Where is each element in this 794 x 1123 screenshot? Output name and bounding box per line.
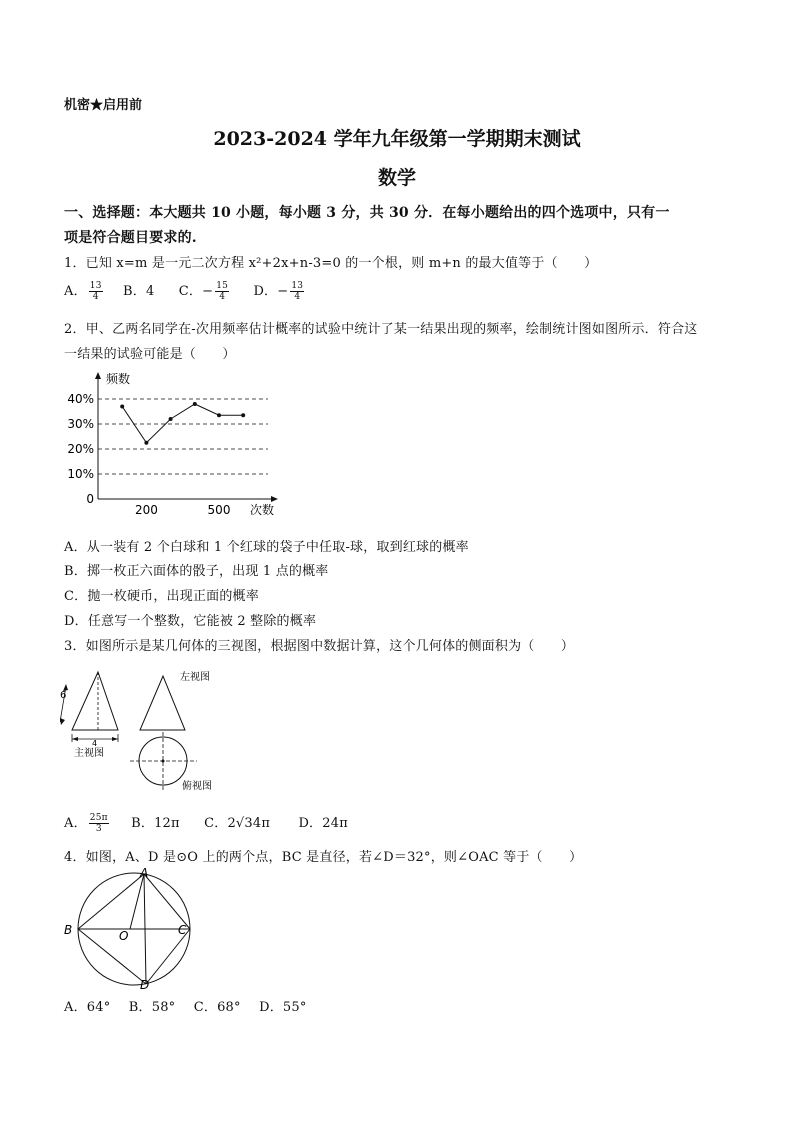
series-points [120, 402, 245, 445]
q1-option-b: B．4 [123, 284, 155, 299]
y-tick-labels [67, 392, 94, 506]
confidential-label: 机密★启用前 [64, 98, 143, 113]
point-o-label: O [119, 929, 129, 943]
section-heading-line2: 项是符合题目要求的. [64, 230, 197, 246]
base-dimension: 4 [92, 739, 98, 748]
q2-option-a: A．从一装有 2 个白球和 1 个红球的袋子中任取-球，取到红球的概率 [64, 540, 469, 555]
data-point [241, 413, 245, 417]
y-axis-arrow [95, 372, 101, 379]
slant-dimension: 6 [60, 690, 67, 701]
q3-options [64, 812, 348, 834]
q2-stem-line1: 2．甲、乙两名同学在-次用频率估计概率的试验中统计了某一结果出现的频率，绘制统计图如图所示．符合这 [64, 322, 698, 337]
point-c-label: C [178, 923, 187, 937]
y-tick-label: 40% [67, 392, 94, 406]
q1-option-a: A． $\frac{13}{4}$ [64, 281, 102, 302]
three-view-figure [60, 664, 230, 796]
section-heading-line1: 一、选择题：本大题共 10 小题，每小题 3 分，共 30 分．在每小题给出的四个选项中，只有一 [64, 205, 670, 221]
data-point [217, 413, 221, 417]
x-tick-label: 200 [134, 503, 158, 517]
q4-option-a: A．64° [64, 1000, 111, 1015]
y-tick-label: 0 [86, 492, 94, 506]
q3-option-b: B．12π [131, 816, 180, 831]
y-tick-label: 20% [67, 442, 94, 456]
q2-option-b: B．掷一枚正六面体的骰子，出现 1 点的概率 [64, 564, 329, 579]
q1-stem: 1．已知 x=m 是一元二次方程 x²+2x+n-3=0 的一个根，则 m+n 的最大值等于（ ） [64, 256, 598, 271]
q2-option-c: C．抛一枚硬币，出现正面的概率 [64, 589, 259, 604]
x-axis-title: 次数 [250, 503, 275, 517]
q3-stem: 3．如图所示是某几何体的三视图，根据图中数据计算，这个几何体的侧面积为（ ） [64, 639, 575, 654]
q4-option-c: C．68° [193, 1000, 241, 1015]
front-view [60, 672, 118, 759]
point-b-label: B [64, 923, 73, 937]
exam-title: 2023-2024 学年九年级第一学期期末测试 [213, 128, 581, 150]
q4-option-d: D．55° [259, 1000, 307, 1015]
y-tick-label: 30% [67, 417, 94, 431]
fraction: $\frac{25\pi}{3}$ [89, 813, 108, 834]
q2-option-d: D．任意写一个整数，它能被 2 整除的概率 [64, 614, 317, 629]
q1-option-c: C．− $\frac{15}{4}$ [178, 281, 229, 302]
q4-option-b: B．58° [128, 1000, 176, 1015]
front-view-label: 主视图 [74, 748, 104, 759]
q3-option-c: C．2√34π [204, 816, 271, 831]
y-axis-title: 频数 [106, 372, 131, 386]
side-view-label: 左视图 [180, 672, 210, 683]
circle-geometry-figure [60, 868, 200, 990]
q3-option-a: A． $\frac{25\pi}{3}$ [64, 813, 108, 834]
q1-options [64, 280, 306, 302]
q4-stem: 4．如图，A、D 是⊙O 上的两个点，BC 是直径，若∠D＝32°，则∠OAC 等于（ ） [64, 850, 583, 865]
fraction: $\frac{13}{4}$ [291, 281, 304, 302]
fraction: $\frac{13}{4}$ [89, 281, 102, 302]
x-tick-labels [135, 503, 231, 517]
point-d-label: D [140, 978, 150, 990]
top-view-label: 俯视图 [182, 781, 212, 792]
y-tick-label: 10% [67, 467, 94, 481]
frequency-line-chart [60, 366, 290, 521]
data-point [120, 405, 124, 409]
x-tick-label: 500 [207, 503, 231, 517]
q2-stem-line2: 一结果的试验可能是（ ） [64, 347, 236, 362]
data-point [144, 441, 148, 445]
fraction: $\frac{15}{4}$ [216, 281, 229, 302]
data-point [193, 402, 197, 406]
data-point [169, 417, 173, 421]
series-line [122, 404, 243, 443]
point-a-label: A [140, 868, 149, 880]
top-view [130, 732, 212, 792]
grid-lines [98, 399, 268, 474]
side-view [140, 670, 210, 730]
x-axis-arrow [271, 496, 278, 502]
q3-option-d: D．24π [298, 816, 348, 831]
q4-options [64, 996, 307, 1015]
q1-option-d: D．− $\frac{13}{4}$ [253, 281, 304, 302]
subject-title: 数学 [377, 167, 416, 189]
